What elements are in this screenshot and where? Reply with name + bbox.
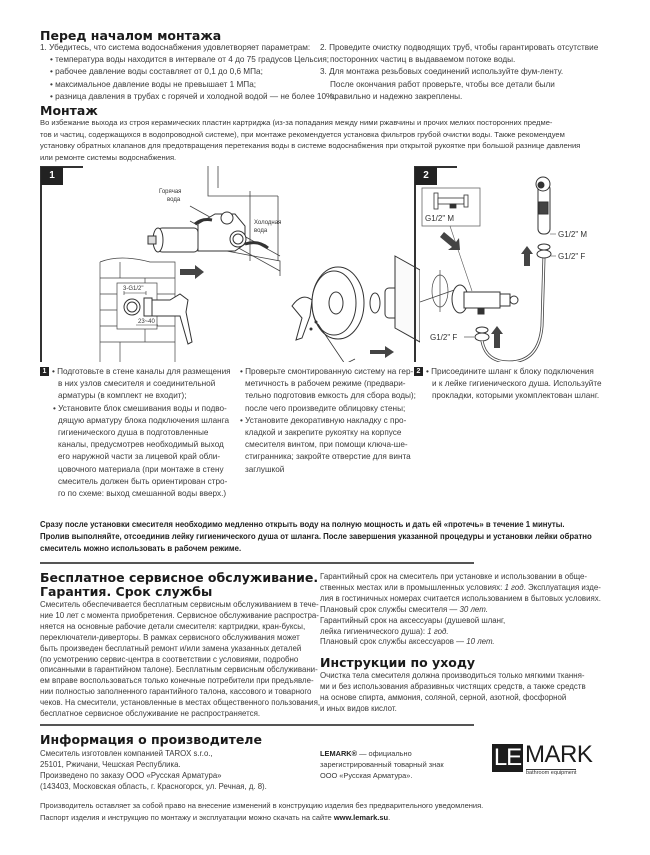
step1-line: метичность в рабочем режиме (предвари- — [245, 379, 406, 389]
warranty-terms — [320, 572, 620, 648]
gasket-icon — [475, 327, 489, 341]
angle-valve-icon — [452, 285, 518, 314]
thread-dim-label: 3-G1/2" — [123, 286, 144, 292]
warranty-term-text: ственных местах или в промышленных условиях: — [320, 582, 505, 592]
hose-thread-label: G1/2" F — [558, 252, 586, 261]
step1-line: его наружной части за лицевой край обли- — [58, 452, 221, 462]
warranty-line: Смеситель обеспечивается бесплатным сервисным обслуживанием в тече- — [40, 600, 319, 609]
manufacturer-text — [40, 748, 300, 792]
inset-thread-label: G1/2" M — [425, 214, 455, 223]
before-install-title: Перед началом монтажа — [40, 28, 222, 43]
mixer-body-icon — [148, 212, 246, 252]
mounting-line: или ремонте системы водоснабжения. — [40, 153, 177, 163]
trademark-line: ООО «Русская Арматура». — [320, 771, 413, 780]
logo-mark: MARK — [525, 741, 593, 768]
mounting-text — [40, 117, 640, 164]
warranty-term-line: Гарантийный срок на аксессуары (душевой шланг, — [320, 615, 506, 625]
shower-thread-label: G1/2" M — [558, 230, 588, 239]
warranty-term-line: лия в гостиничных номерах считается использованием в бытовых условиях. — [320, 593, 601, 603]
requirement-item-3: 3. Для монтажа резьбовых соединений используйте фум-ленту. — [320, 67, 564, 77]
figure1-illustration — [40, 166, 420, 362]
mounting-line: установку обратных клапанов для предотвращения перетекания воды в системе водоснабжения при открытой рукоятке при большой разнице давления — [40, 141, 581, 151]
first-use-notice — [40, 519, 640, 555]
warranty-line: чеков. На смесители, установленные в местах общественного пользования, — [40, 698, 321, 708]
arrow-icon — [440, 232, 460, 250]
accessory-warranty-value: 1 год. — [427, 626, 449, 636]
warranty-title — [40, 571, 318, 599]
care-title: Инструкции по уходу — [320, 655, 476, 670]
step1-line: смеситель должен быть ориентирован стро- — [58, 476, 228, 486]
step2-line: прокладки, которыми укомплектован шланг. — [432, 391, 600, 401]
valve-thread-label: G1/2" F — [430, 333, 458, 342]
warranty-line: ние 10 лет с момента приобретения. Сервисное обслуживание распростра- — [40, 610, 319, 620]
hose-inner — [482, 256, 544, 362]
step1-badge: 1 — [40, 367, 49, 376]
notice-line: Сразу после установки смесителя необходимо медленно открыть воду на полную мощность и дать ей «протечь» в течение 1 минуты. — [40, 520, 565, 529]
step2-line: и к лейке гигиенического душа. Используйте — [432, 379, 602, 389]
requirement-item-3-cont: правильно и надежно закреплены. — [330, 91, 463, 101]
warranty-term-line — [320, 605, 620, 616]
step1-line: • Проверьте смонтированную систему на гер- — [240, 367, 414, 376]
footer-download — [40, 812, 640, 824]
step1-line: • Подготовьте в стене каналы для размещения — [52, 367, 231, 376]
step1-line: • Установите декоративную накладку с про- — [240, 415, 407, 425]
warranty-line: ем вправе воспользоваться только конечные потребители при предъявле- — [40, 676, 314, 686]
warranty-term-line: Гарантийный срок на смеситель при установке и использовании в обще- — [320, 572, 588, 581]
step1-line: каналы, предусмотрев необходимый выход — [58, 440, 224, 450]
step1-line: кладкой и закрепите рукоятку на корпусе — [245, 428, 402, 438]
step1-col1 — [40, 366, 230, 500]
warranty-line: описанными в гарантийном талоне). Бесплатным сервисным обслуживани- — [40, 665, 318, 675]
trademark-line: зарегистрированный товарный знак — [320, 760, 444, 769]
screw-icon — [315, 321, 318, 324]
warranty-title-line1: Бесплатное сервисное обслуживание. — [40, 570, 319, 585]
accessory-life-value: 10 лет. — [466, 637, 495, 647]
care-text — [320, 671, 620, 715]
arrow-up-icon — [521, 246, 533, 266]
trademark-line: — официально — [357, 749, 412, 758]
warranty-line: переключатели-дивертoры. В рамках сервисного обслуживания может — [40, 632, 300, 642]
manufacturer-line: Смеситель изготовлен компанией TAROX s.r.o., — [40, 749, 213, 758]
arrow-icon — [245, 243, 268, 248]
hand-shower-icon — [536, 177, 550, 234]
before-install-right — [320, 42, 620, 103]
requirement-bullet: • разница давления в трубах с горячей и холодной водой — не более 10%. — [50, 91, 336, 101]
warranty-term-line — [320, 637, 620, 648]
step1-line: тельно подготовив емкость для сбора воды); — [245, 391, 416, 401]
warranty-line: нии полностью заполненного гарантийного талона, кассового и товарного — [40, 687, 312, 697]
requirement-bullet: • максимальное давление воды не превышает 1 МПа; — [50, 79, 257, 89]
step2-text — [414, 366, 644, 403]
footer — [40, 800, 640, 824]
hot-water-label-2: вода — [167, 197, 181, 203]
footer-download-text: Паспорт изделия и инструкцию по монтажу и эксплуатации можно скачать на сайте — [40, 813, 334, 822]
notice-line: смеситель можно использовать в рабочем режиме. — [40, 544, 242, 553]
notice-line: Пролив выполняйте, отсоединив лейку гигиенического душа от шланга. После завершения указанной процедуры и установки лейки обратно — [40, 532, 592, 541]
requirement-item-2-cont: посторонних частиц в выдаваемом потоке воды. — [330, 55, 516, 65]
care-line: ми и без использования абразивных чистящих средств, а также средств — [320, 681, 586, 691]
requirement-bullet: • температура воды находится в интервале от 4 до 75 градусов Цельсия; — [50, 55, 330, 65]
warranty-title-line2: Гарантия. Срок службы — [40, 584, 213, 599]
website-link[interactable]: www.lemark.su — [333, 813, 389, 822]
warranty-term-text: Плановый срок службы смесителя — — [320, 604, 460, 614]
footer-period: . — [388, 813, 391, 822]
requirement-bullet: • рабочее давление воды составляет от 0,1 до 0,6 МПа; — [50, 67, 263, 77]
manufacturer-title: Информация о производителе — [40, 732, 262, 747]
step2-line: • Присоедините шланг к блоку подключения — [426, 367, 594, 376]
warranty-term-text: . Эксплуатация изде- — [523, 582, 601, 592]
arrow-right-icon — [180, 265, 204, 279]
figure2-number: 2 — [415, 167, 437, 185]
warranty-line: бесплатное сервисное обслуживание не распространяется. — [40, 709, 261, 719]
care-line: Очистка тела смесителя должна производиться только мягкими ткання- — [320, 671, 585, 680]
warranty-term-line — [320, 627, 620, 638]
gasket-icon — [537, 244, 551, 258]
mounting-line: тов и частиц, содержащихся в водопроводной системе), при монтаже рекомендуется установка фильтров грубой очистки воды. Также рекомендуем — [40, 129, 565, 139]
step1-col2 — [240, 366, 416, 476]
logo-tagline: bathroom equipment — [526, 770, 577, 776]
step1-line: гигиенического душа в подготовленные — [58, 428, 209, 438]
manufacturer-line: Произведено по заказу ООО «Русская Арматура» — [40, 771, 222, 780]
plug-icon — [310, 328, 313, 331]
step1-line: в них узлов смесителя и соединительной — [58, 379, 216, 389]
inset-leader-line — [450, 226, 472, 291]
care-line: и иных видов кислот. — [320, 703, 397, 713]
before-install-left — [40, 42, 336, 103]
depth-dim-label: 23~40 — [138, 319, 155, 325]
requirement-item-2: 2. Проведите очистку подводящих труб, чтобы гарантировать отсутствие — [320, 43, 599, 52]
hose-icon — [482, 256, 544, 362]
warranty-term-value: 1 год — [504, 582, 524, 592]
warranty-term-line — [320, 583, 620, 594]
warranty-term-text: Плановый срок службы аксессуаров — — [320, 637, 467, 647]
arrow-up-icon — [491, 326, 503, 348]
step1-line: дящую арматуру блока подключения шланга — [58, 415, 230, 425]
lemark-logo — [492, 741, 593, 778]
warranty-line: быть произведен бесплатный ремонт и/или замена указанных деталей — [40, 643, 302, 653]
footer-disclaimer: Производитель оставляет за собой право на внесение изменений в конструкцию изделия без предварительного уведомления. — [40, 801, 484, 810]
warranty-line: няется на основные рабочие детали смесителя: картриджи, кран-буксы, — [40, 621, 306, 631]
logo-le: LE — [493, 744, 522, 771]
step1-line: • Установите блок смешивания воды и подво- — [53, 403, 227, 413]
step1-line: го по схеме: выход смешанной воды вверх.) — [58, 489, 227, 499]
figure1-number: 1 — [41, 167, 63, 185]
step1-line: заглушкой — [245, 464, 285, 474]
step1-line: смесителя винтом, при помощи ключа-ше- — [245, 440, 408, 450]
mounting-line: Во избежание выхода из строя керамических пластин картриджа (из-за попадания между ними ржавчины и прочих мелких посторонних предме- — [40, 118, 553, 127]
requirement-item-3-cont: После окончания работ проверьте, чтобы все детали были — [330, 79, 555, 89]
step2-badge: 2 — [414, 367, 423, 376]
connector-inset-icon — [434, 193, 468, 209]
care-line: на основе спирта, аммония, соляной, серной, азотной, фосфорной — [320, 692, 567, 702]
manufacturer-line: (143403, Московская область, г. Красногорск, ул. Речная, д. 8). — [40, 782, 267, 791]
step1-line: арматуры (в комплект не входит); — [58, 391, 187, 401]
cold-water-label-2: вода — [254, 228, 268, 234]
requirement-item-1: 1. Убедитесь, что система водоснабжения удовлетворяет параметрам: — [40, 43, 311, 52]
cold-water-label: Холодная — [254, 220, 282, 226]
manufacturer-line: 25101, Ржичани, Чешская Республика. — [40, 760, 181, 769]
divider — [40, 562, 474, 564]
warranty-term-text: лейка гигиенического душа): — [320, 626, 428, 636]
step1-line: стигранника; закройте отверстие для винта — [245, 452, 411, 462]
step1-line: цовочного материала (при монтаже в стену — [58, 464, 224, 474]
divider — [40, 724, 474, 726]
warranty-line: (по усмотрению сервис-центра в соответствии с условиями, подробно — [40, 654, 299, 664]
warranty-text — [40, 600, 321, 720]
mounting-title: Монтаж — [40, 103, 98, 118]
service-life-value: 30 лет. — [459, 604, 488, 614]
arrow-right-icon — [370, 346, 394, 358]
step1-line: после чего произведите облицовку стены; — [245, 403, 406, 413]
trademark-brand: LEMARK® — [320, 749, 358, 758]
hot-water-label: Горячая — [159, 189, 182, 195]
figure2-illustration — [414, 166, 650, 362]
trademark-text — [320, 748, 480, 781]
